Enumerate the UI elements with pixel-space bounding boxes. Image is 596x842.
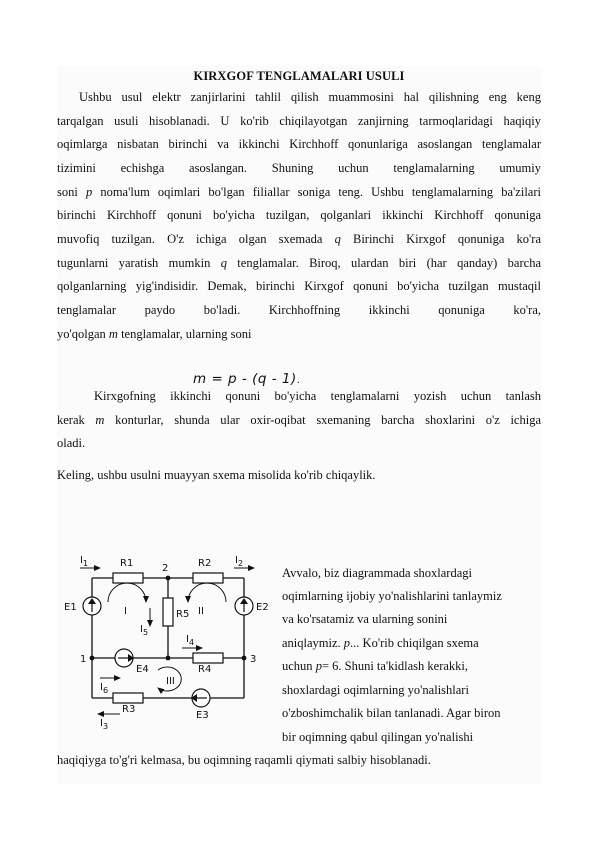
paragraph-line: qolganlarning yig'indisidir. Demak, birinchi Kirxgof qonuni bo'yicha tuzilgan mustaqil [57,279,541,293]
paragraph-line: tugunlarni yaratish mumkin q tenglamalar. Biroq, ulardan biri (har qanday) barcha [57,256,541,270]
paragraph-line: tizimini echishga asoslangan. Shuning uchun tenglamalarning umumiy [57,161,541,175]
label-node-2: 2 [162,563,169,574]
resistor-r1 [113,573,143,583]
paragraph-line: shoxlardagi oqimlarning yo'nalishlari [282,683,469,697]
label-e4: E4 [136,664,149,675]
label-r1: R1 [120,558,134,569]
node-1 [90,656,95,661]
loop-arrow-1 [108,583,146,602]
node-center [166,656,171,661]
circuit-diagram [58,548,284,736]
label-r2: R2 [198,558,212,569]
paragraph-line: va ko'rsatamiz va ularning sonini [282,612,448,626]
source-e2 [235,597,253,615]
label-loop-2: II [198,606,204,617]
label-i5: $I_5$ [140,624,149,637]
paragraph-line: o'zboshimchalik bilan tanlanadi. Agar biron [282,706,501,720]
paragraph-line: aniqlaymiz. p... Ko'rib chiqilgan sxema [282,636,479,650]
paragraph-line: oladi. [57,436,86,450]
paragraph-line: tenglamalar paydo bo'ladi. Kirchhoffning ikkinchi qonuniga ko'ra, [57,303,541,317]
label-node-3: 3 [250,654,257,665]
label-loop-1: I [124,606,127,617]
paragraph-line: soni p noma'lum oqimlari bo'lgan filiallar soniga teng. Ushbu tenglamalarning ba'zilari [57,185,541,199]
label-e3: E3 [196,710,209,721]
label-loop-3: III [166,676,175,687]
label-i1: $I_1$ [80,555,89,568]
label-e2: E2 [256,602,269,613]
label-i4: $I_4$ [186,634,195,647]
paragraph-line: Avvalo, biz diagrammada shoxlardagi [282,566,472,580]
paragraph-line: uchun p= 6. Shuni ta'kidlash kerakki, [282,659,469,673]
node-3 [242,656,247,661]
paragraph-line: kerak m konturlar, shunda ular oxir-oqibat sxemaning barcha shoxlarini o'z ichiga [57,413,541,427]
paragraph-line: muvofiq tuzilgan. O'z ichiga olgan sxemada q Birinchi Kirxgof qonuniga ko'ra [57,232,541,246]
paragraph-line: bir oqimning qabul qilingan yo'nalishi [282,730,474,744]
loop-arrow-2 [188,583,226,602]
label-i2: $I_2$ [235,555,244,568]
resistor-r2 [193,573,223,583]
paragraph: Keling, ushbu usulni muayyan sxema misolida ko'rib chiqaylik. [57,468,376,482]
label-node-1: 1 [80,654,87,665]
formula: m = p - (q - 1). [193,371,301,387]
resistor-r3 [113,693,143,703]
label-e1: E1 [64,602,77,613]
paragraph-line: Kirxgofning ikkinchi qonuni bo'yicha tenglamalarni yozish uchun tanlash [94,389,541,403]
label-r5: R5 [176,609,190,620]
label-r3: R3 [122,704,136,715]
label-i3: $I_3$ [100,718,109,731]
paragraph-line: Ushbu usul elektr zanjirlarini tahlil qilish muammosini hal qilishning eng keng [79,90,541,104]
paragraph-line: birinchi Kirchhoff qonuni bo'yicha tuzilgan, qolganlari ikkinchi Kirchhoff qonuniga [57,208,541,222]
source-e1 [83,597,101,615]
resistor-r5 [163,598,173,626]
paragraph-line: oqimlarning ijobiy yo'nalishlarini tanlaymiz [282,589,502,603]
label-i6: $I_6$ [100,682,109,695]
paragraph-line: tarqalgan usuli hisoblanadi. U ko'rib chiqilayotgan zanjirning tarmoqlaridagi haqiqiy [57,114,541,128]
source-e4 [115,649,134,667]
resistor-r4 [193,653,223,663]
document-title: KIRXGOF TENGLAMALARI USULI [193,69,405,83]
paragraph-line: yo'qolgan m tenglamalar, ularning soni [57,327,252,341]
label-r4: R4 [198,664,212,675]
paragraph-line: oqimlarga nisbatan birinchi va ikkinchi Kirchhoff qonunlariga asoslangan tenglamalar [57,137,541,151]
node-2 [166,576,171,581]
paragraph-line: haqiqiyga to'g'ri kelmasa, bu oqimning raqamli qiymati salbiy hisoblanadi. [57,753,431,767]
source-e3 [191,689,210,707]
